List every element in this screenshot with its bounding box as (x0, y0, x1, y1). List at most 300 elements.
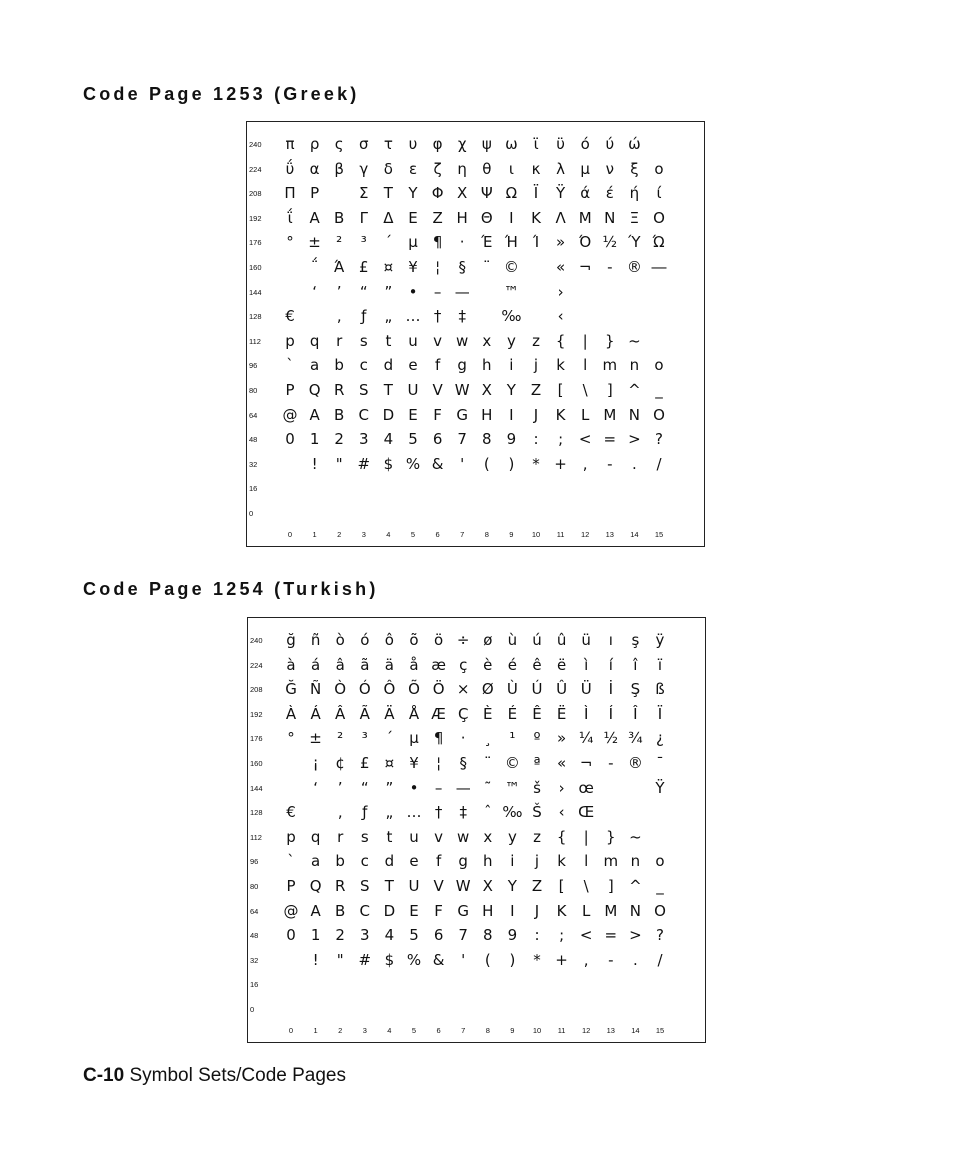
char-cell (623, 972, 647, 996)
char-cell: * (532, 454, 540, 473)
char-cell: & (432, 950, 445, 969)
char-cell: Ş (630, 680, 641, 699)
char-cell: ö (434, 631, 444, 649)
char-cell: Ä (384, 704, 395, 723)
char-cell: z (533, 827, 541, 846)
char-cell (303, 304, 327, 328)
row-number: 16 (250, 980, 259, 990)
char-cell: ς (334, 135, 344, 153)
table-row (247, 329, 704, 353)
char-cell: £ (360, 754, 370, 772)
char-cell: ¥ (408, 258, 418, 276)
char-cell: ή (629, 184, 640, 203)
char-cell: Š (532, 803, 542, 822)
row-number: 64 (249, 410, 258, 420)
char-cell (401, 476, 425, 500)
code-page-1254-title: Code Page 1254 (Turkish) (83, 579, 379, 599)
char-cell: υ (408, 135, 418, 153)
char-cell: W (455, 877, 471, 895)
char-cell: Ç (457, 704, 469, 723)
char-cell: ° (287, 729, 295, 748)
char-cell: î (633, 655, 638, 674)
char-cell: ‹ (557, 307, 564, 326)
char-cell (279, 948, 303, 972)
char-cell (524, 304, 548, 328)
char-cell: £ (359, 258, 369, 276)
char-cell (476, 972, 500, 996)
char-cell: — (454, 282, 470, 301)
char-cell (647, 329, 671, 353)
char-cell (598, 304, 622, 328)
char-cell: ¤ (383, 258, 394, 276)
char-cell: Ì (583, 704, 589, 723)
char-cell: H (482, 901, 494, 920)
char-cell (500, 972, 524, 996)
column-number: 3 (362, 1026, 367, 1035)
table-row (247, 452, 704, 476)
char-cell: + (554, 454, 567, 473)
char-cell: q (309, 331, 320, 350)
char-cell: ) (508, 454, 515, 473)
char-cell: - (607, 258, 613, 276)
char-cell: Í (608, 704, 614, 723)
row-number: 0 (249, 509, 254, 518)
column-number: 11 (556, 530, 565, 539)
char-cell (427, 972, 451, 996)
char-cell: > (629, 926, 642, 945)
char-cell: › (558, 778, 565, 797)
char-cell: Ğ (285, 680, 297, 699)
char-cell: D (383, 901, 396, 920)
char-cell: ğ (286, 631, 296, 649)
char-cell: % (406, 950, 422, 969)
char-cell (574, 997, 598, 1021)
char-cell: Ñ (309, 680, 322, 699)
char-cell: n (629, 356, 640, 375)
char-cell: ΐ (287, 208, 293, 227)
char-cell: e (408, 356, 418, 375)
char-cell (327, 476, 351, 500)
char-cell: : (534, 926, 540, 945)
char-cell: - (608, 950, 614, 969)
char-cell: z (532, 331, 540, 350)
table-row (248, 653, 705, 677)
char-cell: ¢ (335, 754, 345, 772)
char-cell: f (434, 356, 441, 375)
column-number: 11 (557, 1026, 566, 1035)
char-cell (402, 997, 426, 1021)
char-cell: h (483, 852, 493, 871)
char-cell: ¡ (312, 754, 319, 772)
char-cell: Ù (506, 680, 518, 699)
char-cell: ÷ (456, 631, 470, 649)
char-cell: K (556, 901, 567, 920)
char-cell (451, 972, 475, 996)
row-number: 128 (250, 808, 263, 818)
char-cell: ΰ (285, 159, 295, 178)
char-cell: . (633, 950, 638, 969)
char-cell (573, 501, 597, 525)
char-cell: | (583, 827, 589, 846)
char-cell (598, 501, 622, 525)
column-number: 4 (387, 1026, 392, 1035)
char-cell: n (630, 852, 641, 871)
char-cell: € (285, 307, 295, 326)
char-cell: › (557, 282, 564, 301)
row-number: 176 (249, 238, 262, 248)
char-cell: º (533, 729, 541, 748)
char-cell: “ (360, 778, 369, 797)
char-cell: + (555, 950, 568, 969)
char-cell: ó (360, 631, 370, 649)
char-cell: ¨ (484, 754, 492, 772)
char-cell: r (336, 331, 343, 350)
char-cell: ` (287, 852, 295, 871)
table-row (247, 280, 704, 304)
column-number: 8 (485, 1026, 490, 1035)
char-cell (648, 825, 672, 849)
char-cell: ‰ (502, 803, 523, 822)
char-cell: [ (558, 877, 565, 895)
column-number: 3 (361, 530, 366, 539)
char-cell (279, 776, 303, 800)
char-cell: Â (335, 704, 346, 723)
char-cell (450, 476, 474, 500)
char-cell (623, 776, 647, 800)
char-cell: k (557, 852, 566, 871)
char-cell: ³ (360, 233, 367, 252)
char-cell: B (334, 405, 345, 424)
char-cell: † (433, 307, 442, 326)
char-cell: Û (556, 680, 568, 699)
char-cell (327, 501, 351, 525)
char-cell: w (457, 827, 470, 846)
row-number: 48 (250, 931, 259, 941)
char-cell (377, 997, 401, 1021)
row-number: 144 (249, 287, 262, 297)
char-cell: N (629, 901, 641, 920)
char-cell: ç (459, 655, 468, 674)
char-cell: / (656, 454, 662, 473)
char-cell: ñ (310, 631, 321, 649)
char-cell (623, 997, 647, 1021)
char-cell: ² (337, 729, 344, 748)
char-cell: Q (308, 381, 321, 399)
char-cell: ¬ (579, 754, 593, 772)
char-cell: Ï (657, 704, 663, 723)
char-cell: ‹ (558, 803, 565, 822)
char-cell: V (433, 877, 444, 895)
char-cell: x (482, 331, 492, 350)
char-cell (303, 501, 327, 525)
char-cell (476, 997, 500, 1021)
row-number: 160 (250, 759, 263, 768)
table-row (247, 353, 704, 377)
char-cell: Ω (505, 184, 518, 203)
char-cell: ” (385, 778, 394, 797)
char-cell: _ (656, 877, 664, 895)
char-cell: { (556, 827, 567, 846)
char-cell: Ο (653, 208, 665, 227)
char-cell: ; (559, 926, 565, 945)
char-cell (475, 304, 499, 328)
char-cell: „ (385, 803, 394, 822)
char-cell: $ (384, 950, 395, 969)
table-row (248, 825, 705, 849)
table-row (247, 304, 704, 328)
column-number: 6 (436, 1026, 441, 1035)
row-number: 192 (249, 213, 262, 223)
char-cell: 7 (457, 430, 467, 449)
page-footer (83, 1065, 346, 1087)
char-cell: – (434, 778, 443, 797)
char-cell: ˜ (484, 778, 492, 797)
char-cell: E (409, 901, 419, 920)
char-cell: Ό (579, 233, 592, 252)
char-cell: K (555, 405, 566, 424)
char-cell: Η (456, 208, 468, 227)
char-cell: å (409, 655, 419, 674)
char-cell: ¥ (409, 754, 419, 772)
char-cell (524, 280, 548, 304)
row-number: 176 (250, 734, 263, 744)
char-cell: Ú (531, 680, 543, 699)
char-cell (376, 501, 400, 525)
char-cell: M (603, 405, 617, 424)
char-cell: o (655, 852, 665, 871)
char-cell: f (435, 852, 442, 871)
char-cell (278, 452, 302, 476)
char-cell (550, 997, 574, 1021)
char-cell (352, 501, 376, 525)
char-cell (279, 751, 303, 775)
char-cell: ë (556, 655, 567, 674)
char-cell: Γ (359, 208, 368, 227)
row-number: 160 (249, 263, 262, 272)
row-number: 16 (249, 484, 258, 494)
char-cell: Ά (333, 258, 345, 276)
char-cell: Ÿ (655, 778, 665, 797)
char-cell: Λ (555, 208, 566, 227)
char-cell: ò (335, 631, 345, 649)
row-number: 48 (249, 435, 258, 445)
char-cell: Ί (532, 233, 540, 252)
row-number: 32 (249, 459, 258, 469)
char-cell: @ (283, 901, 299, 920)
char-cell: ê (532, 655, 542, 674)
char-cell: ¶ (432, 233, 443, 252)
char-cell: & (431, 454, 444, 473)
char-cell: " (336, 950, 344, 969)
char-cell: μ (580, 159, 590, 178)
char-cell (648, 800, 672, 824)
char-cell: θ (482, 159, 492, 178)
char-cell: Ώ (652, 233, 666, 252)
char-cell: s (360, 827, 369, 846)
row-number: 240 (249, 140, 262, 149)
char-cell: ‰ (501, 307, 522, 326)
char-cell: = (604, 926, 618, 945)
char-cell: U (407, 381, 419, 399)
column-number: 5 (410, 530, 416, 539)
char-cell: 2 (335, 926, 345, 945)
column-number: 4 (386, 530, 391, 539)
char-cell: ÿ (655, 631, 665, 649)
char-cell: † (434, 803, 443, 822)
column-number: 6 (435, 530, 440, 539)
char-cell (573, 476, 597, 500)
char-cell: ζ (433, 159, 442, 178)
column-number: 12 (582, 1026, 591, 1035)
char-cell: À (285, 704, 297, 723)
char-cell: a (309, 356, 320, 375)
char-cell: Y (507, 877, 517, 895)
char-cell (647, 304, 671, 328)
char-cell (599, 972, 623, 996)
char-cell (599, 800, 623, 824)
char-cell: m (602, 356, 618, 375)
char-cell (549, 476, 573, 500)
char-cell: 1 (309, 430, 320, 449)
char-cell: í (608, 655, 613, 674)
char-cell: # (357, 454, 371, 473)
char-cell: V (432, 381, 443, 399)
char-cell: ´ (385, 729, 394, 748)
table-row (248, 800, 705, 824)
char-cell: - (608, 754, 614, 772)
char-cell: “ (359, 282, 368, 301)
char-cell (623, 800, 647, 824)
char-cell: 9 (506, 430, 517, 449)
char-cell: τ (383, 135, 393, 153)
char-cell: ? (656, 926, 664, 945)
table-row (247, 378, 704, 402)
char-cell: Æ (431, 704, 446, 723)
char-cell (376, 476, 400, 500)
char-cell: Ή (504, 233, 518, 252)
char-cell: k (556, 356, 565, 375)
char-cell: v (434, 827, 444, 846)
char-cell: ³ (361, 729, 368, 748)
char-cell: E (408, 405, 418, 424)
char-cell: δ (383, 159, 393, 178)
char-cell (524, 255, 548, 279)
table-row (248, 776, 705, 800)
column-number: 2 (338, 1026, 343, 1035)
char-cell: Ê (532, 704, 542, 723)
char-cell: , (582, 454, 588, 473)
char-cell: 0 (286, 926, 296, 945)
char-cell (278, 476, 302, 500)
char-cell: " (335, 454, 343, 473)
char-cell: ! (312, 950, 319, 969)
char-cell: \ (583, 877, 589, 895)
char-cell: - (607, 454, 613, 473)
char-cell: ‚ (336, 307, 342, 326)
char-cell: U (408, 877, 420, 895)
char-cell (327, 181, 351, 205)
char-cell: # (358, 950, 372, 969)
char-cell (353, 972, 377, 996)
code-page-1253-table (246, 121, 705, 547)
char-cell: Ε (408, 208, 418, 227)
char-cell: § (459, 754, 467, 772)
char-cell: B (335, 901, 346, 920)
char-cell: µ (409, 729, 419, 748)
table-row (247, 427, 704, 451)
row-number: 208 (250, 685, 263, 695)
char-cell: ‡ (459, 803, 467, 822)
char-cell (304, 972, 328, 996)
char-cell: s (359, 331, 368, 350)
char-cell: ‡ (458, 307, 466, 326)
char-cell: γ (359, 159, 369, 178)
char-cell: 8 (483, 926, 493, 945)
char-cell: Κ (531, 208, 541, 227)
char-cell: ― (651, 258, 667, 276)
char-cell: 8 (482, 430, 492, 449)
column-number: 15 (655, 1026, 665, 1035)
char-cell: l (583, 356, 588, 375)
char-cell: } (605, 331, 615, 350)
char-cell: * (533, 950, 541, 969)
char-cell: b (335, 852, 345, 871)
char-cell: Π (284, 184, 296, 203)
char-cell: Ë (556, 704, 567, 723)
char-cell: 7 (458, 926, 468, 945)
char-cell: J (533, 405, 539, 424)
char-cell: × (456, 680, 470, 699)
char-cell: β (334, 159, 344, 178)
char-cell: µ (408, 233, 418, 252)
char-cell: Å (408, 704, 420, 723)
char-cell: ½ (602, 233, 618, 252)
char-cell: ό (580, 135, 590, 153)
char-cell: Q (309, 877, 322, 895)
char-cell: I (509, 405, 514, 424)
char-cell: Θ (480, 208, 493, 227)
char-cell: ’ (337, 778, 343, 797)
char-cell: § (458, 258, 466, 276)
char-cell: « (557, 754, 567, 772)
char-cell: ΅ (310, 258, 319, 276)
char-cell: Φ (431, 184, 444, 203)
char-cell (647, 501, 671, 525)
column-number: 12 (581, 530, 590, 539)
char-cell: ¦ (436, 754, 442, 772)
char-cell: ύ (605, 135, 615, 153)
char-cell (426, 501, 450, 525)
char-cell: X (482, 877, 493, 895)
row-number: 0 (250, 1005, 255, 1014)
char-cell: Œ (578, 803, 595, 822)
char-cell: „ (384, 307, 393, 326)
char-cell: ~ (628, 331, 641, 350)
row-number: 224 (250, 660, 263, 670)
char-cell: έ (605, 184, 614, 203)
code-page-1253-title: Code Page 1253 (Greek) (83, 84, 360, 104)
column-number: 2 (337, 530, 342, 539)
char-cell: ι (508, 159, 514, 178)
char-cell (599, 776, 623, 800)
char-cell: 4 (384, 926, 395, 945)
char-cell (475, 476, 499, 500)
char-cell: d (384, 852, 395, 871)
char-cell (304, 997, 328, 1021)
char-cell: ] (606, 381, 613, 399)
char-cell: ψ (481, 135, 492, 153)
char-cell: Μ (578, 208, 592, 227)
